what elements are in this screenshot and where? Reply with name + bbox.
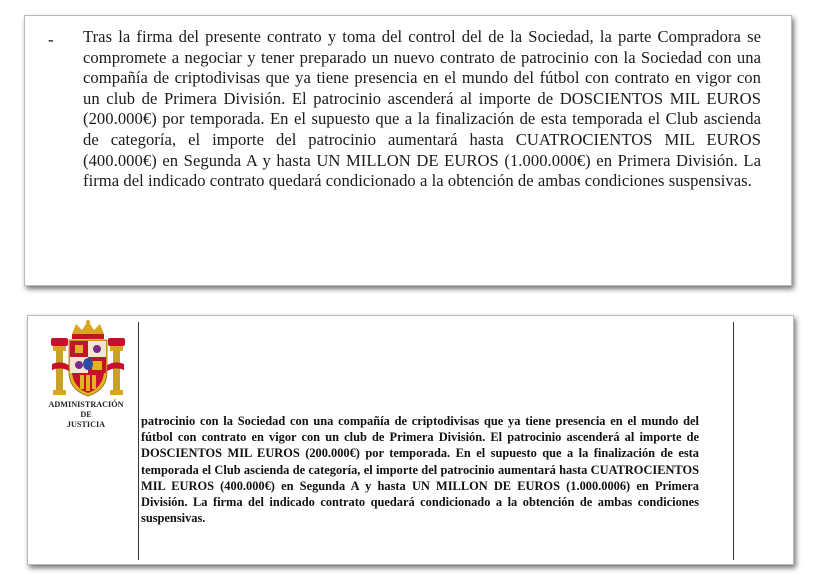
list-bullet: - <box>48 30 54 49</box>
header-line-3: JUSTICIA <box>66 420 106 429</box>
court-document-panel <box>27 315 794 565</box>
right-margin-rule <box>733 322 734 560</box>
header-line-1: ADMINISTRACIÓN <box>48 400 124 409</box>
administracion-de-justicia-label <box>34 400 138 430</box>
court-document-text: patrocinio con la Sociedad con una compañía de criptodivisas que ya tiene presencia en el mundo del fútbol con contrato en vigor con un club de Primera División. El patrocinio ascenderá al importe de DOSCIENTOS MIL EUROS (200.000€) por temporada. En el supuesto que a la finalización de esta temporada el Club asciendа de categoría, el importe del patrocinio aumentará hasta CUATROCIENTOS MIL EUROS (400.000€) en Segunda A y hasta UN MILLON DE EUROS (1.000.0006) en Primera División. La firma del indicado contrato quedará condicionado a la obtención de ambas condiciones suspensivas. <box>141 414 699 526</box>
contract-clause-text: Tras la firma del presente contrato y toma del control del de la Sociedad, la parte Compradora se compromete a negociar y tener preparado un nuevo contrato de patrocinio con la Sociedad con una compañía de criptodivisas que ya tiene presencia en el mundo del fútbol con contrato en vigor con un club de Primera División. El patrocinio ascenderá al importe de DOSCIENTOS MIL EUROS (200.000€) por temporada. En el supuesto que a la finalización de esta temporada el Club ascienda de categoría, el importe del patrocinio aumentará hasta CUATROCIENTOS MIL EUROS (400.000€) en Segunda A y hasta UN MILLON DE EUROS (1.000.000€) en Primera División. La firma del indicado contrato quedará condicionado a la obtención de ambas condiciones suspensivas. <box>83 27 761 191</box>
left-margin-rule <box>138 322 139 560</box>
coat-of-arms-icon <box>50 320 126 400</box>
header-line-2: DE <box>80 410 92 419</box>
contract-excerpt-panel <box>24 15 792 286</box>
